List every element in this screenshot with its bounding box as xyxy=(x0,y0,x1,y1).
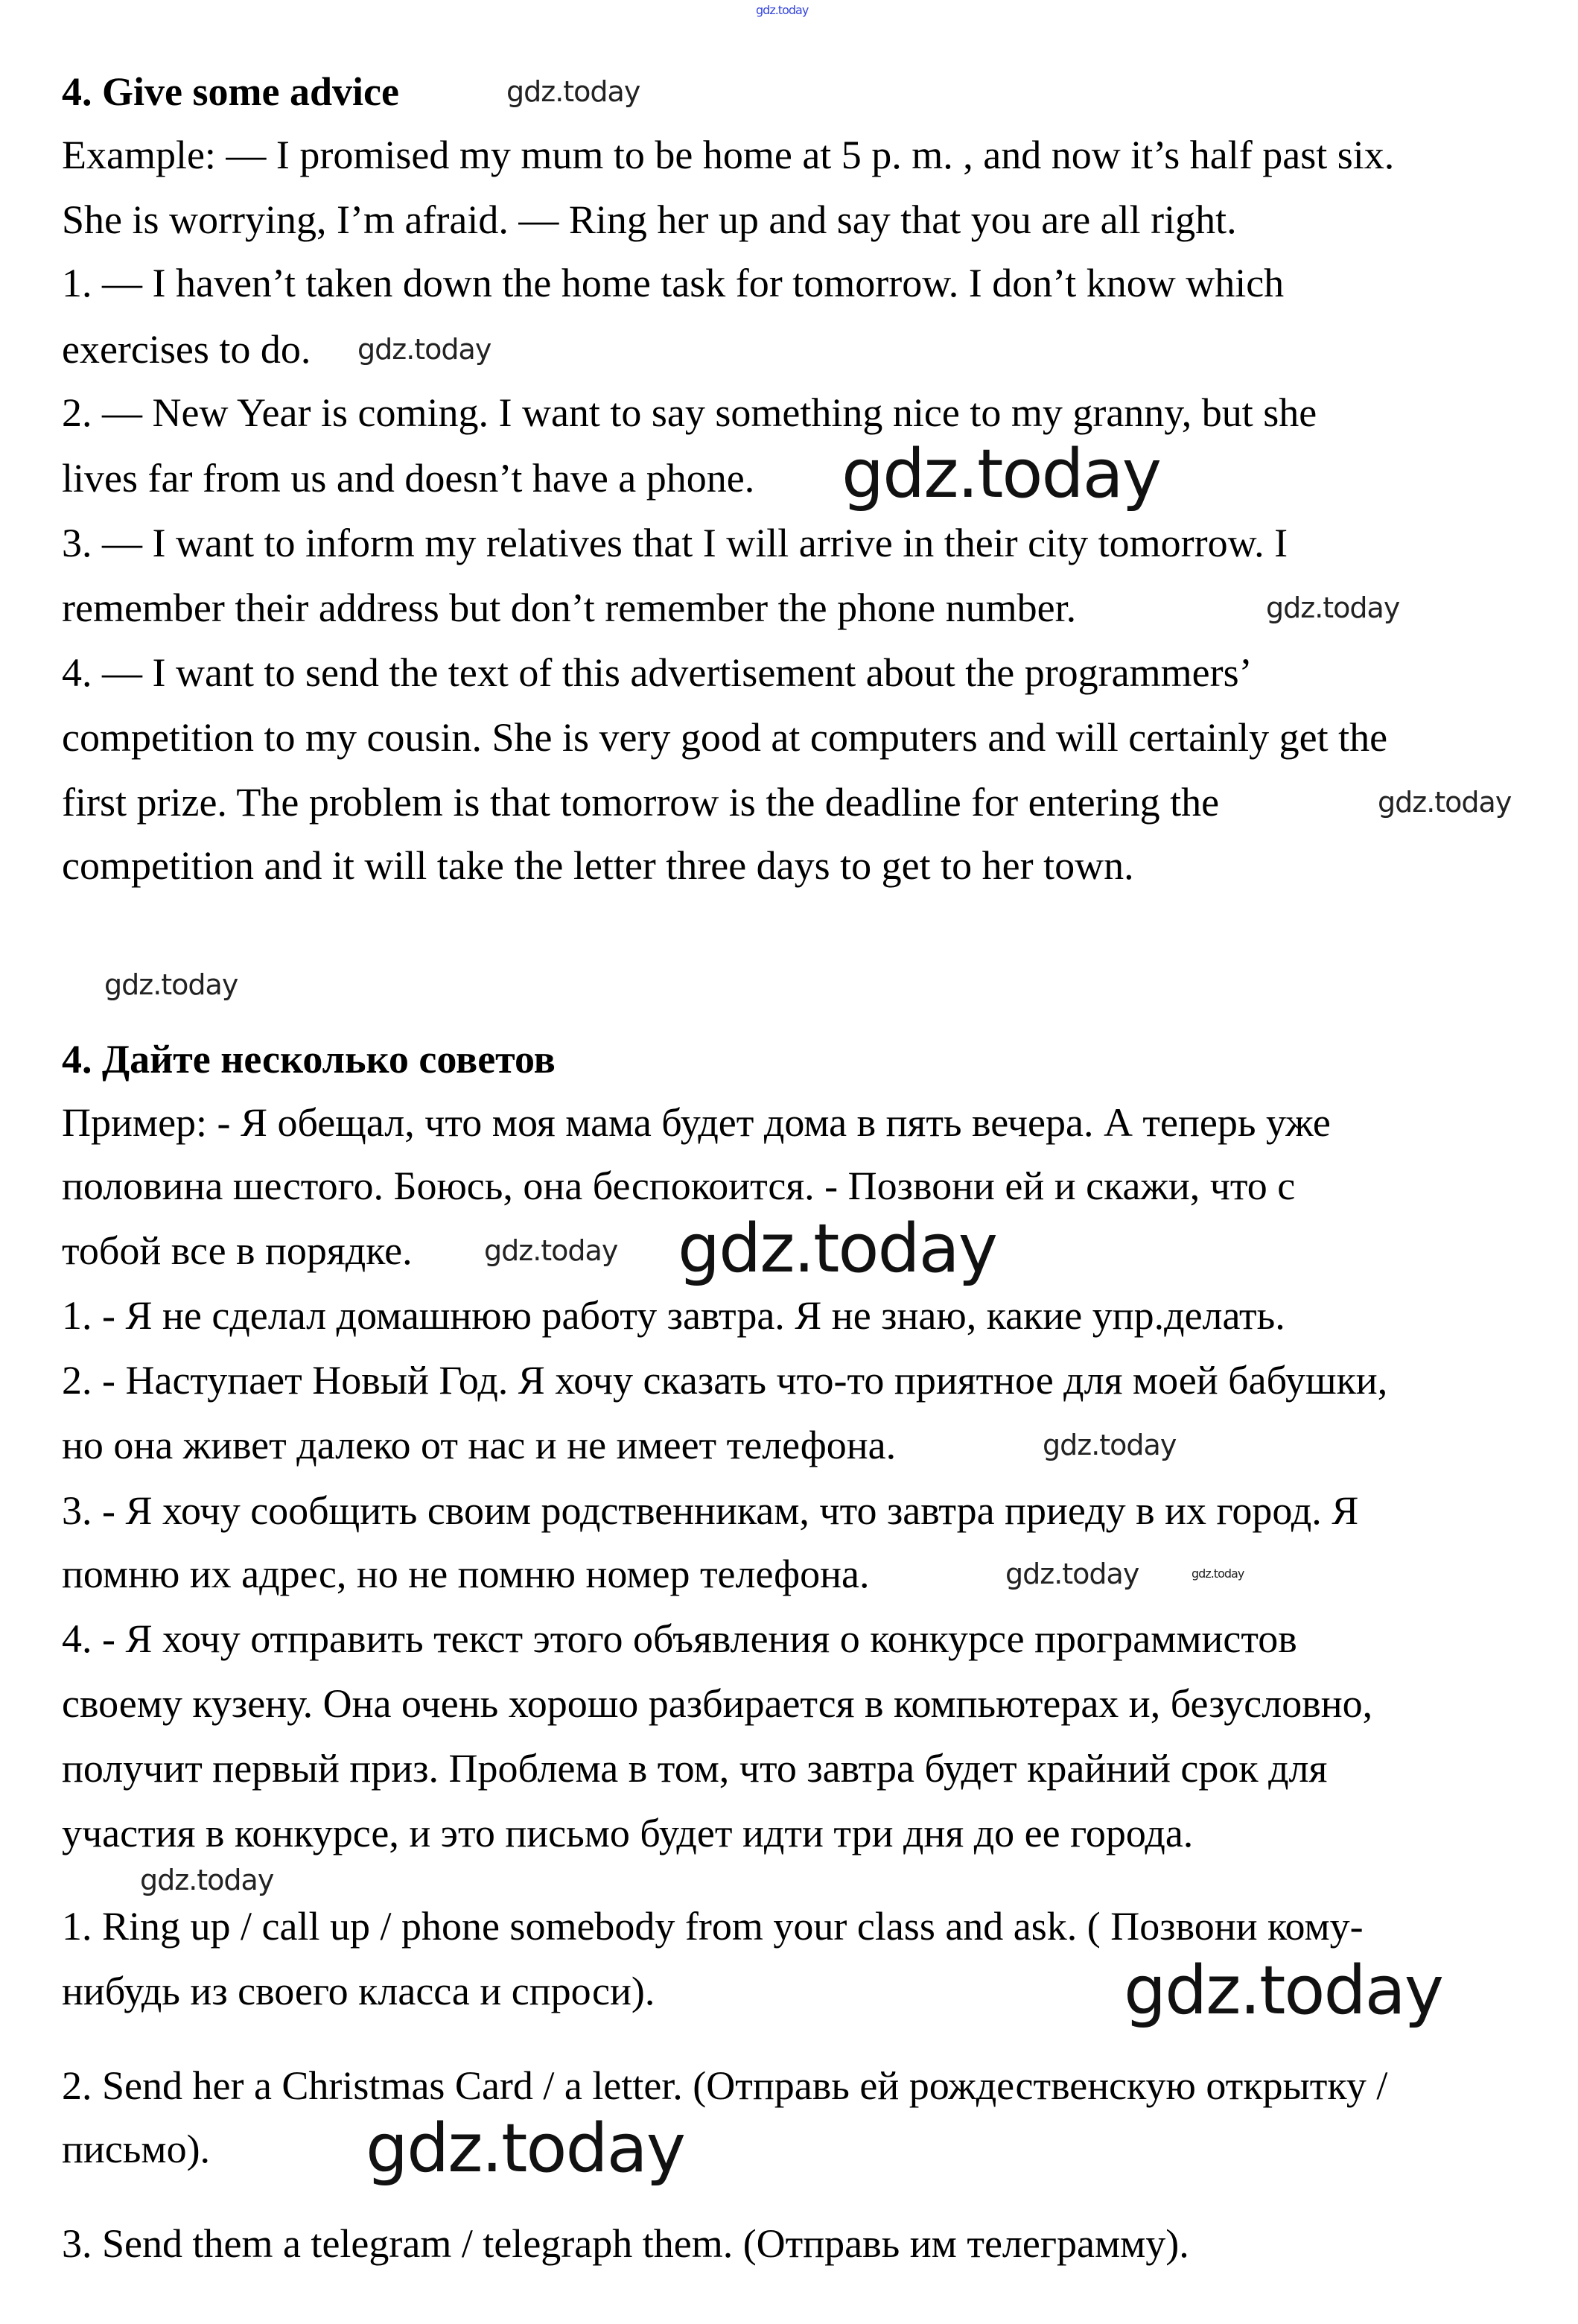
watermark: gdz.today xyxy=(1005,1558,1139,1590)
text-line: 3. — I want to inform my relatives that I will arrive in their city tomorrow. I xyxy=(62,521,1288,565)
text-line: Пример: - Я обещал, что моя мама будет дома в пять вечера. А теперь уже xyxy=(62,1100,1331,1145)
text-line: половина шестого. Боюсь, она беспокоится. - Позвони ей и скажи, что с xyxy=(62,1163,1296,1208)
text-line: 2. - Наступает Новый Год. Я хочу сказать что-то приятное для моей бабушки, xyxy=(62,1358,1388,1403)
watermark: gdz.today xyxy=(357,333,491,366)
exercise-heading-ru: 4. Дайте несколько советов xyxy=(62,1037,556,1082)
text-line: тобой все в порядке. xyxy=(62,1228,413,1273)
text-line: Example: — I promised my mum to be home at 5 p. m. , and now it’s half past six. xyxy=(62,133,1395,177)
exercise-heading-en: 4. Give some advice xyxy=(62,69,399,114)
text-line: получит первый приз. Проблема в том, что завтра будет крайний срок для xyxy=(62,1746,1328,1791)
text-line: first prize. The problem is that tomorrow is the deadline for entering the xyxy=(62,780,1220,825)
text-line: She is worrying, I’m afraid. — Ring her up and say that you are all right. xyxy=(62,197,1237,242)
text-line: 1. - Я не сделал домашнюю работу завтра. Я не знаю, какие упр.делать. xyxy=(62,1293,1285,1338)
watermark: gdz.today xyxy=(1378,786,1512,819)
text-line: 4. — I want to send the text of this advertisement about the programmers’ xyxy=(62,650,1253,695)
text-line: своему кузену. Она очень хорошо разбирается в компьютерах и, безусловно, xyxy=(62,1681,1373,1726)
text-line: 4. - Я хочу отправить текст этого объявления о конкурсе программистов xyxy=(62,1616,1297,1661)
answer-line: 3. Send them a telegram / telegraph them. (Отправь им телеграмму). xyxy=(62,2221,1189,2266)
text-line: exercises to do. xyxy=(62,327,311,372)
watermark: gdz.today xyxy=(104,968,238,1001)
watermark: gdz.today xyxy=(366,2109,685,2188)
watermark: gdz.today xyxy=(484,1234,618,1267)
text-line: lives far from us and doesn’t have a phone. xyxy=(62,456,755,501)
text-line: 2. — New Year is coming. I want to say something nice to my granny, but she xyxy=(62,390,1317,435)
watermark: gdz.today xyxy=(506,75,640,108)
watermark: gdz.today xyxy=(678,1210,997,1288)
watermark-top: gdz.today xyxy=(756,3,809,17)
answer-line: письмо). xyxy=(62,2127,211,2171)
text-line: участия в конкурсе, и это письмо будет идти три дня до ее города. xyxy=(62,1811,1194,1855)
watermark: gdz.today xyxy=(1266,591,1400,624)
watermark: gdz.today xyxy=(1124,1952,1443,2030)
text-line: 1. — I haven’t taken down the home task for tomorrow. I don’t know which xyxy=(62,261,1285,305)
text-line: 3. - Я хочу сообщить своим родственникам, что завтра приеду в их город. Я xyxy=(62,1488,1359,1533)
answer-line: нибудь из своего класса и спроси). xyxy=(62,1969,655,2013)
watermark: gdz.today xyxy=(1192,1566,1244,1581)
text-line: но она живет далеко от нас и не имеет телефона. xyxy=(62,1423,897,1467)
text-line: competition and it will take the letter three days to get to her town. xyxy=(62,843,1134,888)
watermark: gdz.today xyxy=(1043,1429,1177,1461)
text-line: помню их адрес, но не помню номер телефона. xyxy=(62,1552,870,1596)
watermark: gdz.today xyxy=(842,435,1161,513)
answer-line: 2. Send her a Christmas Card / a letter. (Отправь ей рождественскую открытку / xyxy=(62,2063,1388,2108)
text-line: remember their address but don’t remember the phone number. xyxy=(62,585,1077,630)
text-line: competition to my cousin. She is very good at computers and will certainly get the xyxy=(62,715,1388,760)
answer-line: 1. Ring up / call up / phone somebody from your class and ask. ( Позвони кому- xyxy=(62,1904,1364,1949)
watermark: gdz.today xyxy=(140,1864,274,1896)
